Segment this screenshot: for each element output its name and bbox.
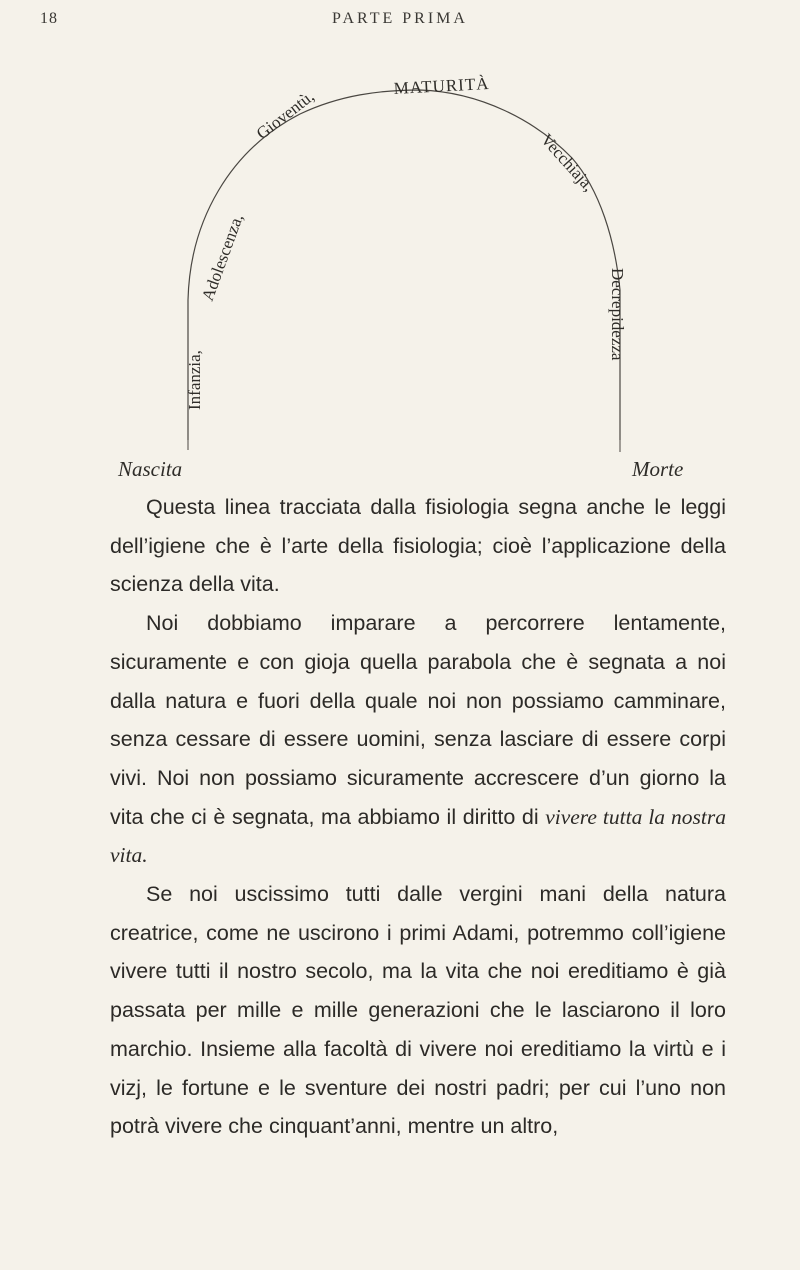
page-number: 18 xyxy=(40,10,58,27)
page-header xyxy=(0,10,800,40)
label-nascita: Nascita xyxy=(118,457,183,481)
running-head: PARTE PRIMA xyxy=(332,10,468,27)
paragraph-1: Questa linea tracciata dalla fisiologia segna anche le leggi dell’igiene che è l’arte della fisiologia; cioè l’applicazione della scienza della vita. xyxy=(110,495,726,597)
paragraph-3: Se noi uscissimo tutti dalle vergini mani della natura creatrice, come ne uscirono i primi Adami, potremmo coll’igiene vivere tutti il nostro secolo, ma la vita che noi ereditiamo è già passata per mille e mille generazioni che le lasciarono il loro marchio. Insieme alla facoltà di vivere noi ereditiamo la virtù e i vizj, le fortune e le sventure dei nostri padri; per cui l’uno non potrà vivere che cinquant’anni, mentre un altro, xyxy=(110,882,726,1139)
label-maturita: MATURITÀ xyxy=(393,74,490,98)
label-infanzia: Infanzia, xyxy=(185,350,204,410)
label-adolescenza: Adolescenza, xyxy=(197,211,247,304)
life-parabola-figure xyxy=(0,40,800,481)
paragraph-2-italic: vivere tutta la nostra vita. xyxy=(110,804,726,868)
label-gioventu: Gioventù, xyxy=(252,86,318,144)
parabola-diagram xyxy=(0,40,800,481)
label-morte: Morte xyxy=(632,457,684,481)
paragraph-2 xyxy=(110,604,726,875)
label-decrepidezza: Decrepidezza xyxy=(608,268,627,361)
paragraph-2-text: Noi dobbiamo imparare a percorrere lentamente, sicuramente e con gioja quella parabola che è segnata a noi dalla natura e fuori della quale noi non possiamo camminare, senza cessare di essere uomini, senza lasciare di essere corpi vivi. Noi non possiamo sicuramente accrescere d’un giorno la vita che ci è segnata, ma abbiamo il diritto di xyxy=(110,611,726,829)
body-text xyxy=(110,488,726,1146)
label-vecchiaja: Vecchiaja, xyxy=(537,129,599,195)
